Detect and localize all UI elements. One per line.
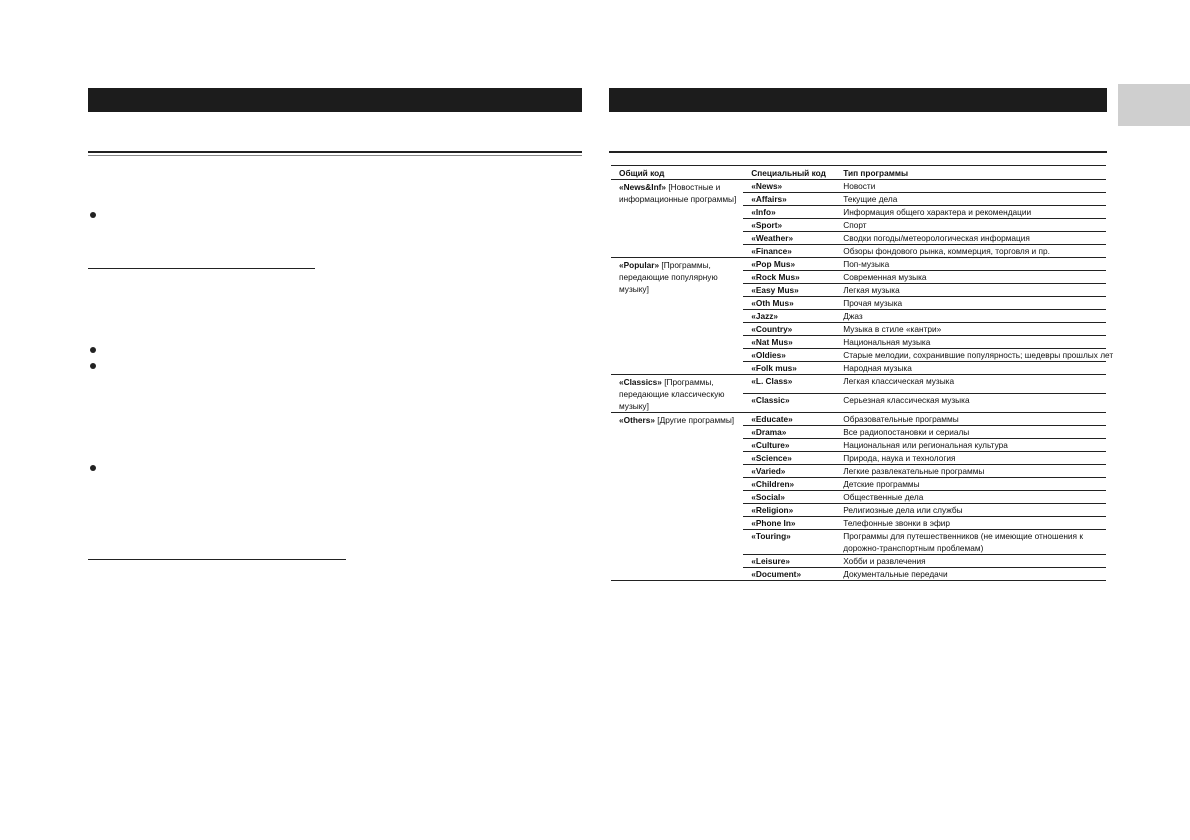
special-code-cell — [743, 245, 835, 258]
special-code-cell — [743, 258, 835, 271]
special-code: «Oldies» — [751, 350, 786, 360]
special-code: «Drama» — [751, 427, 787, 437]
general-code: «News&Inf» — [619, 182, 667, 192]
table-row — [611, 375, 1106, 394]
language-tab — [1118, 84, 1190, 126]
program-type-table — [611, 165, 1114, 581]
special-code: «Easy Mus» — [751, 285, 799, 295]
special-code-cell — [743, 219, 835, 232]
program-type-cell: Общественные дела — [835, 491, 1106, 504]
special-code-cell — [743, 323, 835, 336]
general-code-cell — [611, 413, 743, 581]
program-type-cell: Сводки погоды/метеорологическая информация — [835, 232, 1106, 245]
special-code-cell — [743, 180, 835, 193]
program-type-cell: Текущие дела — [835, 193, 1106, 206]
special-code-cell — [743, 555, 835, 568]
program-type-cell: Обзоры фондового рынка, коммерция, торговля и пр. — [835, 245, 1106, 258]
special-code-cell — [743, 517, 835, 530]
program-type-cell: Старые мелодии, сохранившие популярность; шедевры прошлых лет — [835, 349, 1106, 362]
special-code: «Weather» — [751, 233, 794, 243]
special-code: «Classic» — [751, 395, 790, 405]
program-type-cell: Телефонные звонки в эфир — [835, 517, 1106, 530]
special-code-cell — [743, 504, 835, 517]
special-code: «Children» — [751, 479, 795, 489]
left-subsection-rule-2 — [88, 559, 346, 560]
special-code: «Nat Mus» — [751, 337, 793, 347]
special-code: «Phone In» — [751, 518, 796, 528]
left-section-rule-thin — [88, 155, 582, 156]
special-code-cell — [743, 530, 835, 555]
special-code-cell — [743, 310, 835, 323]
special-code-cell — [743, 491, 835, 504]
program-type-cell: Детские программы — [835, 478, 1106, 491]
left-subsection-rule-1 — [88, 268, 315, 269]
special-code-cell — [743, 336, 835, 349]
special-code: «Country» — [751, 324, 793, 334]
special-code: «Rock Mus» — [751, 272, 800, 282]
program-type-cell: Современная музыка — [835, 271, 1106, 284]
special-code: «Info» — [751, 207, 776, 217]
special-code-cell — [743, 426, 835, 439]
special-code-cell — [743, 232, 835, 245]
special-code: «Science» — [751, 453, 792, 463]
general-code-desc: [Программы, передающие классическую музыку] — [619, 377, 725, 411]
program-type-cell: Джаз — [835, 310, 1106, 323]
program-type-cell: Прочая музыка — [835, 297, 1106, 310]
program-type-cell: Природа, наука и технология — [835, 452, 1106, 465]
program-type-cell: Поп-музыка — [835, 258, 1106, 271]
special-code: «News» — [751, 181, 783, 191]
program-type-cell: Новости — [835, 180, 1106, 193]
special-code: «Touring» — [751, 531, 791, 541]
special-code-cell — [743, 478, 835, 491]
general-code-cell — [611, 180, 743, 258]
general-code: «Others» — [619, 415, 655, 425]
program-type-cell: Музыка в стиле «кантри» — [835, 323, 1106, 336]
special-code: «Pop Mus» — [751, 259, 796, 269]
special-code-cell — [743, 439, 835, 452]
special-code-cell — [743, 375, 835, 394]
right-section-rule — [609, 151, 1107, 153]
special-code-cell — [743, 349, 835, 362]
program-type-cell: Все радиопостановки и сериалы — [835, 426, 1106, 439]
special-code: «Finance» — [751, 246, 792, 256]
left-section-rule — [88, 151, 582, 153]
special-code: «Oth Mus» — [751, 298, 794, 308]
program-type-cell: Легкие развлекательные программы — [835, 465, 1106, 478]
general-code-cell — [611, 258, 743, 375]
special-code: «Culture» — [751, 440, 790, 450]
bullet-2 — [90, 347, 96, 353]
special-code-cell — [743, 362, 835, 375]
special-code-cell — [743, 193, 835, 206]
general-code-desc: [Другие программы] — [654, 415, 735, 425]
general-code-desc: [Программы, передающие популярную музыку] — [619, 260, 718, 294]
special-code: «Jazz» — [751, 311, 779, 321]
special-code: «Affairs» — [751, 194, 787, 204]
program-type-cell: Легкая музыка — [835, 284, 1106, 297]
program-type-cell: Народная музыка — [835, 362, 1106, 375]
header-special-code: Специальный код — [743, 166, 835, 180]
program-type-cell: Хобби и развлечения — [835, 555, 1106, 568]
program-type-cell: Образовательные программы — [835, 413, 1106, 426]
special-code: «L. Class» — [751, 376, 793, 386]
program-type-cell: Информация общего характера и рекомендации — [835, 206, 1106, 219]
general-code-desc: [Новостные и информационные программы] — [619, 182, 737, 204]
table-row — [611, 180, 1106, 193]
bullet-3 — [90, 363, 96, 369]
special-code-cell — [743, 465, 835, 478]
bullet-4 — [90, 465, 96, 471]
header-program-type: Тип программы — [835, 166, 1106, 180]
special-code-cell — [743, 284, 835, 297]
general-code: «Popular» — [619, 260, 660, 270]
program-type-cell: Документальные передачи — [835, 568, 1106, 581]
program-type-cell: Религиозные дела или службы — [835, 504, 1106, 517]
general-code-cell — [611, 375, 743, 413]
special-code-cell — [743, 413, 835, 426]
special-code: «Folk mus» — [751, 363, 797, 373]
special-code: «Document» — [751, 569, 802, 579]
special-code: «Varied» — [751, 466, 786, 476]
general-code: «Classics» — [619, 377, 662, 387]
table-row — [611, 258, 1106, 271]
special-code: «Social» — [751, 492, 785, 502]
special-code-cell — [743, 297, 835, 310]
special-code: «Educate» — [751, 414, 793, 424]
program-type-cell: Серьезная классическая музыка — [835, 394, 1106, 413]
program-type-cell: Спорт — [835, 219, 1106, 232]
left-header-bar — [88, 88, 582, 112]
program-type-cell: Национальная или региональная культура — [835, 439, 1106, 452]
table-row — [611, 413, 1106, 426]
special-code-cell — [743, 452, 835, 465]
program-type-cell: Программы для путешественников (не имеющие отношения к дорожно-транспортным проблемам) — [835, 530, 1106, 555]
special-code: «Religion» — [751, 505, 794, 515]
bullet-1 — [90, 212, 96, 218]
header-general-code: Общий код — [611, 166, 743, 180]
program-type-cell: Национальная музыка — [835, 336, 1106, 349]
table-header-row — [611, 166, 1106, 180]
special-code-cell — [743, 271, 835, 284]
special-code: «Leisure» — [751, 556, 791, 566]
program-type-cell: Легкая классическая музыка — [835, 375, 1106, 394]
special-code: «Sport» — [751, 220, 783, 230]
special-code-cell — [743, 394, 835, 413]
special-code-cell — [743, 206, 835, 219]
special-code-cell — [743, 568, 835, 581]
right-header-bar — [609, 88, 1107, 112]
